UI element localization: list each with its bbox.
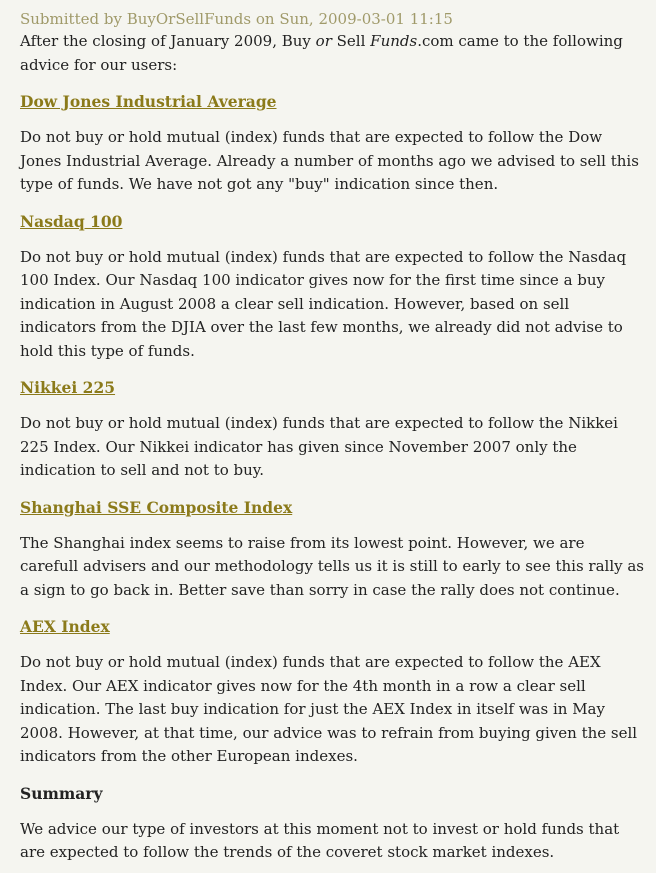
intro-paragraph (20, 30, 646, 77)
section-text-shanghai: The Shanghai index seems to raise from its lowest point. However, we are carefull advisers and our methodology tells us it is still to early to see this rally as a sign to go back in. Better save than sorry in case the rally does not continue. (20, 533, 645, 599)
section-heading-nasdaq (20, 211, 646, 233)
intro-text-3: .com came to the following advice for our users: (20, 32, 623, 74)
section-heading-dow-jones (20, 91, 646, 113)
section-text-nikkei: Do not buy or hold mutual (index) funds that are expected to follow the Nikkei 225 Index. Our Nikkei indicator has given since November 2007 only the indication to sell and not to buy. (20, 414, 618, 479)
submitted-meta: Submitted by BuyOrSellFunds on Sun, 2009-03-01 11:15 (20, 10, 453, 28)
intro-funds: Funds (370, 32, 418, 50)
intro-text-1: After the closing of January 2009, Buy (20, 32, 316, 50)
section-text-dow-jones: Do not buy or hold mutual (index) funds that are expected to follow the Dow Jones Industrial Average. Already a number of months ago we advised to sell this type of funds. We have not got any "buy" indication since then. (20, 128, 639, 193)
blog-post (20, 8, 646, 865)
summary-text: We advice our type of investors at this moment not to invest or hold funds that are expected to follow the trends of the coveret stock market indexes. (20, 819, 620, 861)
section-heading-nikkei (20, 377, 646, 399)
link-nikkei[interactable]: Nikkei 225 (20, 378, 116, 397)
section-text-aex: Do not buy or hold mutual (index) funds that are expected to follow the AEX Index. Our AEX indicator gives now for the 4th month in a row a clear sell indication. The last buy indication for just the AEX Index in itself was in May 2008. However, at that time, our advice was to refrain from buying given the sell indicators from the other European indexes. (20, 653, 638, 765)
section-heading-aex (20, 616, 646, 638)
summary-heading: Summary (20, 783, 103, 803)
link-shanghai[interactable]: Shanghai SSE Composite Index (20, 497, 293, 517)
link-dow-jones[interactable]: Dow Jones Industrial Average (20, 92, 277, 111)
section-heading-shanghai (20, 497, 646, 519)
link-nasdaq[interactable]: Nasdaq 100 (20, 211, 123, 231)
link-aex[interactable]: AEX Index (20, 617, 110, 636)
intro-text-2: Sell (331, 32, 371, 50)
intro-or: or (315, 32, 332, 50)
section-text-nasdaq: Do not buy or hold mutual (index) funds that are expected to follow the Nasdaq 100 Index. Our Nasdaq 100 indicator gives now for the first time since a buy indication in August 2008 a clear sell indication. However, based on sell indicators from the DJIA over the last few months, we already did not advise to hold this type of funds. (20, 247, 627, 360)
